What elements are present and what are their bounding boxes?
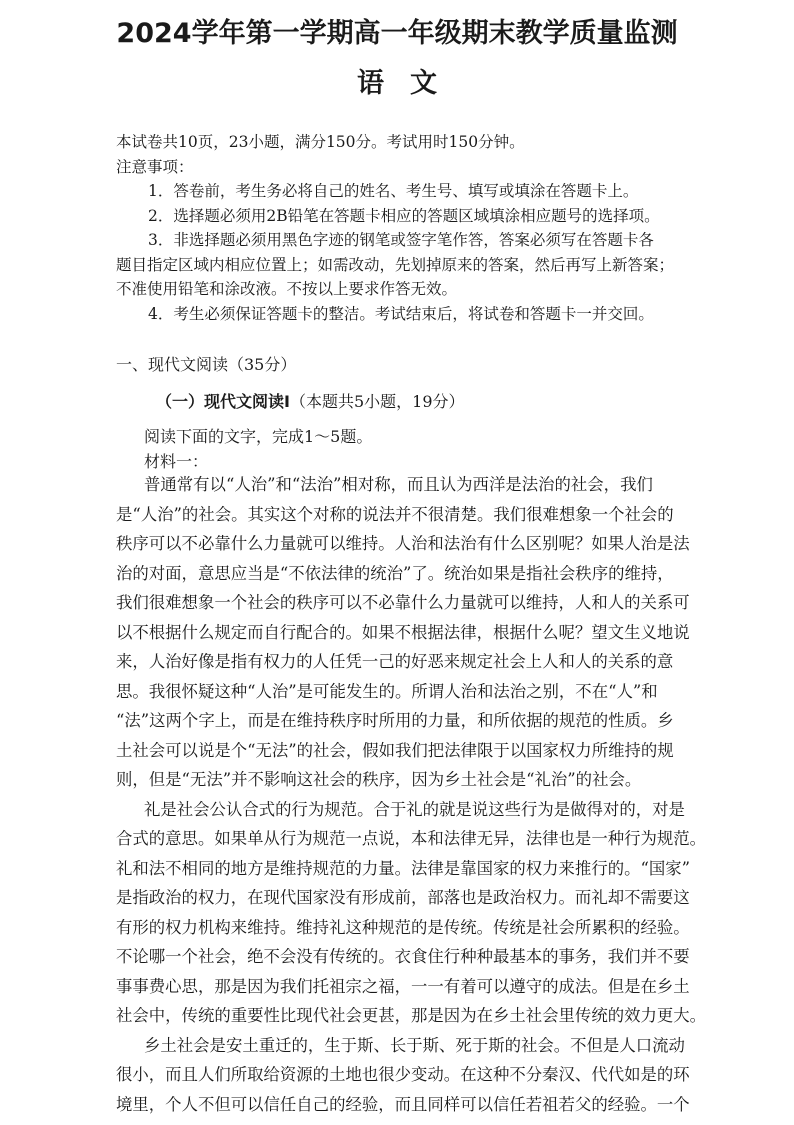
notes-item-3-cont-1: 题目指定区域内相应位置上；如需改动，先划掉原来的答案，然后再写上新答案； (116, 255, 675, 274)
subsection-note: （本题共5小题，19分） (289, 392, 465, 411)
body-line: 普通常有以“人治”和“法治”相对称，而且认为西洋是法治的社会，我们 (144, 475, 653, 494)
exam-title: 2024学年第一学期高一年级期末教学质量监测 (116, 18, 678, 49)
subsection-title: （一）现代文阅读Ⅰ (156, 392, 290, 411)
body-line: “法”这两个字上，而是在维持秩序时所用的力量，和所依据的规范的性质。乡 (116, 711, 674, 730)
body-line: 境里，个人不但可以信任自己的经验，而且同样可以信任若祖若父的经验。一个 (116, 1094, 690, 1114)
body-line: 则，但是“无法”并不影响这社会的秩序，因为乡土社会是“礼治”的社会。 (116, 770, 642, 789)
subsection-heading (156, 390, 465, 414)
body-line: 不论哪一个社会，绝不会没有传统的。衣食住行种种最基本的事务，我们并不要 (116, 947, 690, 966)
reading-instruction: 阅读下面的文字，完成1～5题。 (144, 427, 373, 446)
notes-item-4: 4．考生必须保证答题卡的整洁。考试结束后，将试卷和答题卡一并交回。 (148, 304, 654, 323)
body-line: 合式的意思。如果单从行为规范一点说，本和法律无异，法律也是一种行为规范。 (116, 829, 707, 848)
material-label: 材料一： (144, 452, 209, 471)
notes-item-3: 3．非选择题必须用黑色字迹的钢笔或签字笔作答，答案必须写在答题卡各 (148, 231, 654, 249)
body-line: 有形的权力机构来维持。维持礼这种规范的是传统。传统是社会所累积的经验。 (116, 917, 690, 937)
section-heading: 一、现代文阅读（35分） (116, 355, 297, 374)
exam-notes (116, 130, 756, 326)
notes-item-2: 2．选择题必须用2B铅笔在答题卡相应的答题区域填涂相应题号的选择项。 (148, 206, 660, 225)
body-line: 治的对面，意思应当是“不依法律的统治”了。统治如果是指社会秩序的维持， (116, 563, 674, 583)
body-line: 秩序可以不必靠什么力量就可以维持。人治和法治有什么区别呢？如果人治是法 (116, 534, 690, 553)
notes-intro: 本试卷共10页，23小题，满分150分。考试用时150分钟。 (116, 133, 525, 151)
body-line: 思。我很怀疑这种“人治”是可能发生的。所谓人治和法治之别，不在“人”和 (116, 681, 658, 701)
subject-title: 语文 (357, 68, 463, 99)
body-line: 是指政治的权力，在现代国家没有形成前，部落也是政治权力。而礼却不需要这 (116, 888, 690, 907)
notes-label: 注意事项： (116, 157, 194, 176)
body-line: 是“人治”的社会。其实这个对称的说法并不很清楚。我们很难想象一个社会的 (116, 504, 674, 524)
body-line: 我们很难想象一个社会的秩序可以不必靠什么力量就可以维持，人和人的关系可 (116, 593, 690, 612)
body-line: 社会中，传统的重要性比现代社会更甚，那是因为在乡土社会里传统的效力更大。 (116, 1006, 707, 1025)
body-line: 很小，而且人们所取给资源的土地也很少变动。在这种不分秦汉、代代如是的环 (116, 1065, 690, 1084)
body-line: 乡土社会是安土重迁的，生于斯、长于斯、死于斯的社会。不但是人口流动 (144, 1035, 685, 1055)
body-line: 礼和法不相同的地方是维持规范的力量。法律是靠国家的权力来推行的。“国家” (116, 858, 691, 878)
body-line: 以不根据什么规定而自行配合的。如果不根据法律，根据什么呢？望文生义地说 (116, 622, 690, 642)
body-line: 来，人治好像是指有权力的人任凭一己的好恶来规定社会上人和人的关系的意 (116, 652, 674, 671)
body-line: 土社会可以说是个“无法”的社会，假如我们把法律限于以国家权力所维持的规 (116, 740, 674, 760)
notes-item-1: 1．答卷前，考生务必将自己的姓名、考生号、填写或填涂在答题卡上。 (148, 182, 639, 200)
notes-item-3-cont-2: 不准使用铅笔和涂改液。不按以上要求作答无效。 (116, 280, 458, 298)
material-text (116, 470, 756, 1119)
body-line: 事事费心思，那是因为我们托祖宗之福，一一有着可以遵守的成法。但是在乡土 (116, 976, 690, 996)
body-line: 礼是社会公认合式的行为规范。合于礼的就是说这些行为是做得对的，对是 (144, 799, 685, 819)
